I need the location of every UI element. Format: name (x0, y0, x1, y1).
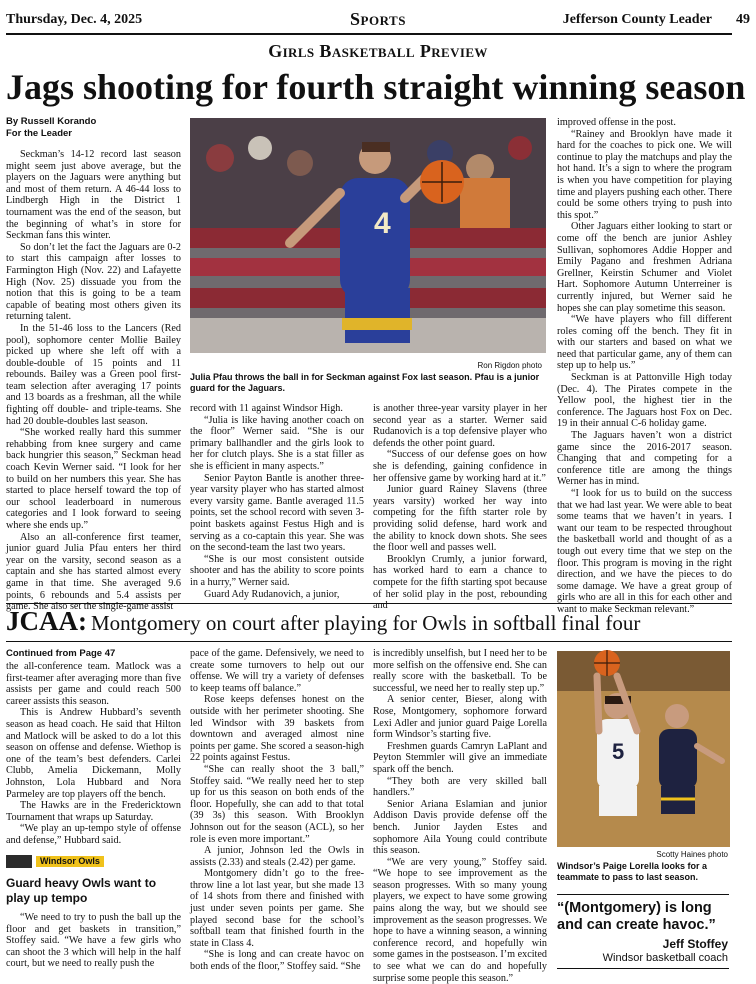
paragraph: “She is our most consistent outside shooter and has the ability to score points in a hurry,” Werner said. (190, 553, 364, 588)
paragraph: Senior Payton Bantle is another three-year varsity player who has started almost every varsity game. Bantle averaged 11.5 points, set the school record with seven 3-point baskets against Festus High and is serving as a co-captain this year. She was on the second-team the last two years. (190, 472, 364, 554)
byline-author: By Russell Korando (6, 116, 97, 127)
story-kicker: Girls Basketball Preview (268, 41, 488, 61)
paragraph: In the 51-46 loss to the Lancers (Red pool), sophomore center Mollie Bailey picked up where she left off with a double-double of 15 points and 11 rebounds. Bailey was a Green pool first-team selection after averaging 17 points and 13 boards as a freshman, all the while fighting off double- and triple-teams. She had 20 double-doubles last season. (6, 322, 181, 427)
jcaa-headline (6, 604, 746, 643)
byline-affiliation: For the Leader (6, 128, 72, 139)
windsor-players-illustration (557, 651, 730, 847)
paragraph: A junior, Johnson led the Owls in assists (2.33) and steals (2.42) per game. (190, 845, 364, 868)
photo-caption: Julia Pfau throws the ball in for Seckman against Fox last season. Pfau is a junior guard for the Jaguars. (190, 372, 540, 393)
photo-credit: Ron Rigdon photo (477, 361, 542, 370)
subhead: Guard heavy Owls want to play up tempo (6, 876, 157, 905)
header-rule (6, 33, 732, 35)
paragraph: is incredibly unselfish, but I need her to be more selfish on the offensive end. She can really score with the basketball. To be successful, we need her to really step up.” (373, 648, 547, 694)
jcaa-title: Montgomery on court after playing for Owls in softball final four (91, 611, 641, 635)
paragraph: improved offense in the post. (557, 117, 676, 128)
story-column-1 (6, 149, 181, 613)
paragraph: record with 11 against Windsor High. (190, 403, 343, 414)
paragraph: “Rainey and Brooklyn have made it hard for the coaches to pick one. We will continue to play the matchups and play the hot hand. It’s a sign to where the program is when you have competition for playing time and players pushing each other. There could be some others trying to push into this spot.” (557, 128, 732, 221)
paragraph: “Success of our defense goes on how she is defending, gaining confidence in her offensive game by working hard at it.” (373, 449, 547, 484)
paragraph: is another three-year varsity player in her second year as a starter. Werner said Rudanovich is a top defensive player who defends the other point guard. (373, 403, 547, 449)
svg-text:5: 5 (612, 739, 625, 764)
paragraph: A senior center, Bieser, along with Rose, Montgomery, sophomore forward Lexi Adler and junior guard Paige Lorella form Windsor’s starting five. (373, 694, 547, 741)
paragraph: “She worked really hard this summer rehabbing from knee surgery and came back hungrier this season,” Seckman head coach Kevin Werner said. “I look for her to build on her numbers this year. She has started to place herself toward the top of our school leaderboard in numerous categories and I look forward to seeing where she ends up.” (6, 427, 181, 531)
paragraph: Brooklyn Crumly, a junior forward, has worked hard to earn a chance to compete for the fifth starting spot because of her solid play in the post, rebounding and (373, 553, 547, 612)
continued-line: Continued from Page 47 (6, 648, 116, 659)
paragraph: “We are very young,” Stoffey said. “We hope to see improvement as the season progresses. With so many young players, we expect to have some growing pains along the way, but we should see improvement as the season progresses. We hope to have a winning season, a winning conference record, and hopefully win some games in the postseason. I’m excited to see what we can do and hopefully surprise some people this season.” (373, 856, 547, 984)
paragraph: Other Jaguars either looking to start or come off the bench are junior Ashley Sullivan, sophomores Addie Hopper and Emily Pagano and freshmen Adriana Grellner, Keirstin Schumer and Violet Hart. Sophomore Autumn Unterreiner is currently injured, but Werner said he hopes she can play sometime this season. (557, 221, 732, 314)
paragraph: The Hawks are in the Fredericktown Tournament that wraps up Saturday. (6, 800, 181, 823)
paragraph: Junior guard Rainey Slavens (three years varsity) worked her way into competing for the fifth starter role by providing solid defense, hard work and the ability to knock down shots. She sees the floor well and passes well. (373, 484, 547, 554)
paragraph: Senior Ariana Eslamian and junior Addison Davis provide defense off the bench. Junior Jayden Estes and sophomore Aila Young could contribute this season. (373, 798, 547, 857)
photo-credit: Scotty Haines photo (656, 850, 728, 859)
team-tag-icon (6, 855, 32, 868)
team-tag-label: Windsor Owls (36, 856, 104, 867)
paragraph: “We need to try to push the ball up the floor and get baskets in transition,” Stoffey said. “We have a few girls who can shoot the 3 which will help in the half court, but we need to really push the (6, 912, 181, 970)
paragraph: “She is long and can create havoc on both ends of the floor,” Stoffey said. “She (190, 949, 364, 973)
paragraph: “Julia is like having another coach on the floor” Werner said. “She is our primary ballhandler and the girls look to her for clutch plays. She is a stat filler as she is efficient in many aspects.” (190, 414, 364, 472)
basketball-player-illustration (190, 118, 546, 353)
main-headline: Jags shooting for fourth straight winning season (6, 67, 746, 107)
story-column-2 (190, 403, 364, 601)
team-tag (6, 855, 181, 868)
jcaa-column-2 (190, 648, 364, 978)
story-column-4 (557, 117, 732, 615)
paragraph: The Jaguars haven’t won a district game since the 2016-2017 season. Changing that and competing for a conference title are among the things Werner has in mind. (557, 430, 732, 488)
paragraph: Also an all-conference first teamer, junior guard Julia Pfau enters her third year on the varsity, second season as a captain and she has started almost every game in that time. She averaged 9.6 points, 6 rebounds and 5.4 assists per game. She also set the single-game assist (6, 531, 181, 613)
paragraph: So don’t let the fact the Jaguars are 0-2 to start this campaign after losses to Farmington High (Nov. 22) and Lafayette High (Nov. 25) dissuade you from the notion that this is going to be a team capable of beating most others given its returning talent. (6, 241, 181, 323)
paragraph: Montgomery didn’t go to the free-throw line a lot last year, but she made 13 of 14 shots from there and finished with just under seven points per game. She played second base for the school’s softball team that finished fourth in the state in Class 4. (190, 868, 364, 949)
paragraph: “We play an up-tempo style of offense and defense,” Hubbard said. (6, 823, 181, 846)
jcaa-column-1-cont (6, 912, 181, 978)
jcaa-label: JCAA: (6, 606, 87, 636)
pullquote-rule (557, 894, 729, 895)
paragraph: Seckman’s 14-12 record last season might seem just above average, but the players on the Jaguars were anything but and most of them return. A 46-44 loss to Lindbergh High in the District 1 tournament was the end of the season, but the beginning of what’s in store for Seckman fans this winter. (6, 149, 181, 242)
paragraph: Rose keeps defenses honest on the outside with her perimeter shooting. She led Windsor with 39 baskets from downtown and averaged almost nine points per game. She scored a season-high 22 points against Festus. (190, 694, 364, 764)
pullquote-attribution: Jeff Stoffey (662, 937, 728, 951)
paragraph: “She can really shoot the 3 ball,” Stoffey said. “We really need her to step up for us this season on both ends of the floor. Hopefully, she can add to that total (39 3s) this season. With Brooklyn Johnson out for the season (ACL), so her role is even more important.” (190, 763, 364, 845)
page-header (0, 8, 756, 34)
paragraph: Guard Ady Rudanovich, a junior, (204, 588, 340, 600)
paragraph: Freshmen guards Camryn LaPlant and Peyton Stemmler will give an immediate spark off the bench. (373, 740, 547, 775)
pullquote: “(Montgomery) is long and can create havoc.” (557, 900, 716, 933)
svg-text:4: 4 (374, 207, 391, 240)
photo-caption: Windsor’s Paige Lorella looks for a teammate to pass to last season. (557, 861, 707, 882)
byline (6, 116, 181, 140)
story-column-3 (373, 403, 547, 612)
seckman-photo (190, 118, 546, 353)
publication-name: Jefferson County Leader (562, 12, 712, 27)
paragraph: “They both are very skilled ball handlers.” (373, 775, 547, 799)
pullquote-role: Windsor basketball coach (602, 952, 728, 964)
jcaa-column-1 (6, 661, 181, 853)
pullquote-rule (557, 968, 729, 969)
paragraph: the all-conference team. Matlock was a first-teamer after averaging more than five assists per game and could reach 500 career assists this season. (6, 661, 181, 707)
paragraph: pace of the game. Defensively, we need to create some turnovers to help out our offense. We will try a variety of defenses to keep teams off balance.” (190, 648, 364, 694)
windsor-photo (557, 651, 730, 847)
paragraph: “I look for us to build on the success that we had last year. We were able to beat some teams that we haven’t in years. I want our team to be respected throughout the basketball world and thought of as a tough out every time that we step on the floor. This program is moving in the right direction, and we have the pieces to do some damage. We have a great group of girls who are all in this for each other and want to make Seckman relevant.” (557, 488, 732, 615)
paragraph: This is Andrew Hubbard’s seventh season as head coach. He said that Hilton and Matlock will be asked to do a lot this season on offense and defense. Wiethop is one of the team’s best defenders. Carlei Clubb, Amelia Dickemann, Molly Johnston, Lola Hubbard and Nora Parmeley are top players off the bench. (6, 707, 181, 800)
jcaa-column-3 (373, 648, 547, 984)
page-number: 49 (736, 12, 750, 27)
section-name: Sports (350, 9, 406, 29)
section-rule (6, 641, 732, 642)
paragraph: Seckman is at Pattonville High today (Dec. 4). The Pirates compete in the Yellow pool, the highest tier in the conference. The Jaguars host Fox on Dec. 19 in their annual C-6 holiday game. (557, 372, 732, 430)
paragraph: “We have players who fill different roles coming off the bench. They fit in with our starters and based on what we need that particular game, any of them can step up to help us.” (557, 314, 732, 372)
issue-date: Thursday, Dec. 4, 2025 (6, 12, 143, 27)
